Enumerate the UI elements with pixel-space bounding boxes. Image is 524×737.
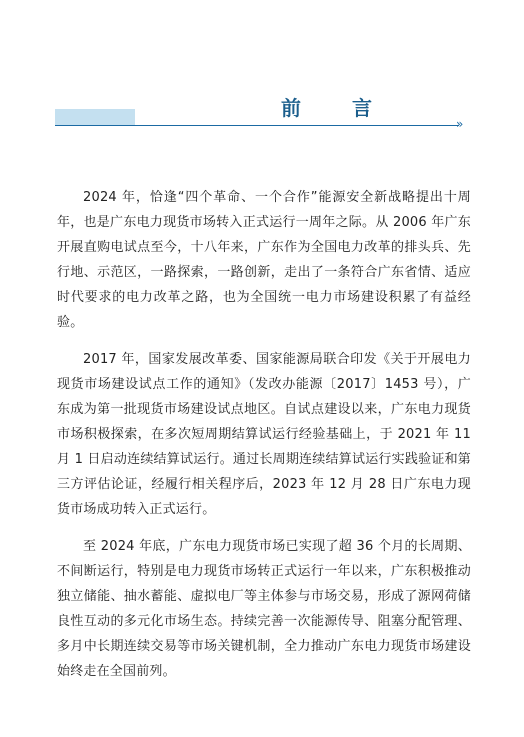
page-title: 前 言: [281, 96, 394, 120]
paragraph-1: 2024 年，恰逢“四个革命、一个合作”能源安全新战略提出十周年，也是广东电力现货市场转入正式运行一周年之际。从 2006 年广东开展直购电试点至今，十八年来，广东作为全国电力改革的排头兵、先行地、示范区，一路探索，一路创新，走出了一条符合广东省情、适应时代要求的电力改革之路，也为全国统一电力市场建设积累了有益经验。: [57, 190, 471, 330]
preface-body: [57, 185, 471, 696]
header-accent-bar: [55, 109, 135, 126]
paragraph-2: 2017 年，国家发展改革委、国家能源局联合印发《关于开展电力现货市场建设试点工作的通知》（发改办能源〔2017〕1453 号），广东成为第一批现货市场建设试点地区。自试点建设以来，广东电力现货市场积极探索，在多次短周期结算试运行经验基础上，于 2021 年 11 月 1 日启动连续结算试运行。通过长周期连续结算试运行实践验证和第三方评估论证，经履行相关程序后，2023 年 12 月 28 日广东电力现货市场成功转入正式运行。: [57, 352, 471, 517]
header-divider-line: [55, 125, 459, 126]
double-chevron-right-icon: »: [456, 117, 463, 131]
section-header: [55, 94, 471, 134]
paragraph-3: 至 2024 年底，广东电力现货市场已实现了超 36 个月的长周期、不间断运行，特别是电力现货市场转正式运行一年以来，广东积极推动独立储能、抽水蓄能、虚拟电厂等主体参与市场交易，形成了源网荷储良性互动的多元化市场生态。持续完善一次能源传导、阻塞分配管理、多月中长期连续交易等市场关键机制，全力推动广东电力现货市场建设始终走在全国前列。: [57, 539, 471, 679]
